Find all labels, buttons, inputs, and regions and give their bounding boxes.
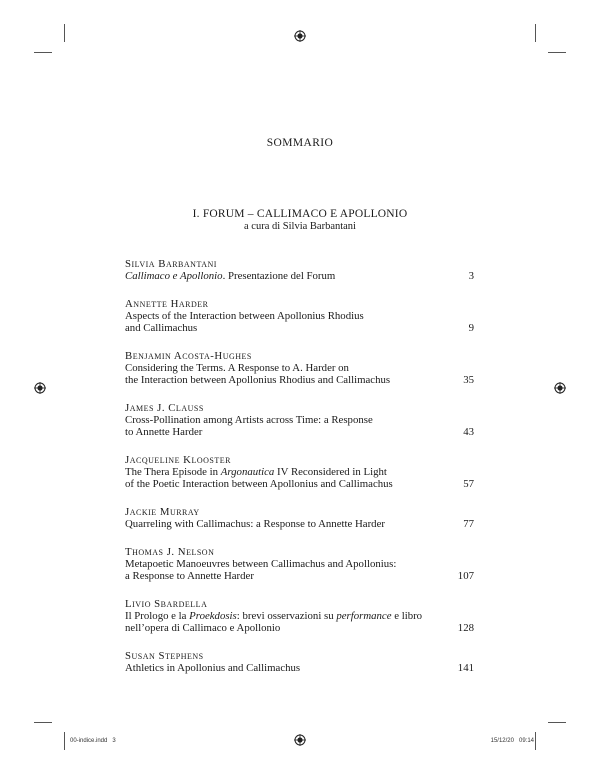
toc-entry — [125, 650, 474, 674]
entry-title-line: Metapoetic Manoeuvres between Callimachus and Apollonius: — [125, 558, 397, 570]
entry-page-number: 107 — [457, 570, 474, 582]
toc-entry — [125, 506, 474, 530]
entry-title-line: and Callimachus — [125, 322, 198, 334]
crop-mark — [535, 732, 536, 750]
entry-title-text: The Thera Episode in — [125, 466, 221, 478]
entry-page-number: 141 — [457, 662, 474, 674]
entry-author: Jacqueline Klooster — [125, 454, 231, 466]
entry-title-italic: Callimaco e Apollonio — [125, 270, 223, 282]
crop-mark — [535, 24, 536, 42]
entry-title-line — [125, 610, 434, 622]
entry-title-line: the Interaction between Apollonius Rhodius and Callimachus — [125, 374, 391, 386]
section-title: I. FORUM – CALLIMACO E APOLLONIO — [192, 208, 408, 220]
entry-author: Livio Sbardella — [125, 598, 208, 610]
entry-title — [125, 662, 474, 674]
toc-entry — [125, 454, 474, 490]
entry-author: Thomas J. Nelson — [125, 546, 215, 558]
entry-title-line: Cross-Pollination among Artists across Time: a Response — [125, 414, 373, 426]
registration-mark-icon — [294, 734, 306, 746]
entry-title — [125, 270, 474, 282]
entry-title-text: Il Prologo e la — [125, 610, 190, 622]
entry-title-line: nell’opera di Callimaco e Apollonio — [125, 622, 281, 634]
entry-author: Jackie Murray — [125, 506, 200, 518]
toc-list — [125, 258, 474, 690]
crop-mark — [548, 722, 566, 723]
entry-title-text: . Presentazione del Forum — [222, 270, 336, 282]
entry-title-line: of the Poetic Interaction between Apollonius and Callimachus — [125, 478, 393, 490]
entry-page-number: 3 — [468, 270, 474, 282]
entry-title-line: to Annette Harder — [125, 426, 203, 438]
entry-page-number: 9 — [468, 322, 474, 334]
entry-title-line: Aspects of the Interaction between Apollonius Rhodius — [125, 310, 364, 322]
entry-title — [125, 518, 474, 530]
entry-title-italic: performance — [336, 610, 392, 622]
crop-mark — [64, 24, 65, 42]
entry-title-italic: Proekdosis — [189, 610, 237, 622]
entry-page-number: 35 — [463, 374, 474, 386]
crop-mark — [64, 732, 65, 750]
entry-page-number: 77 — [463, 518, 474, 530]
entry-title — [125, 466, 474, 490]
crop-mark — [34, 722, 52, 723]
slug-filename: 00-indice.indd 3 — [70, 738, 116, 744]
entry-title — [125, 414, 474, 438]
slug-timestamp: 15/12/20 09:14 — [490, 738, 534, 744]
entry-author: Susan Stephens — [125, 650, 204, 662]
entry-title-line: Athletics in Apollonius and Callimachus — [125, 662, 301, 674]
page-title: SOMMARIO — [266, 137, 334, 149]
entry-title-text: e libro — [391, 610, 423, 622]
entry-author: Silvia Barbantani — [125, 258, 217, 270]
toc-entry — [125, 546, 474, 582]
toc-entry — [125, 402, 474, 438]
entry-page-number: 128 — [457, 622, 474, 634]
entry-author: James J. Clauss — [125, 402, 204, 414]
toc-entry — [125, 298, 474, 334]
crop-mark — [34, 52, 52, 53]
entry-title-line: Considering the Terms. A Response to A. Harder on — [125, 362, 349, 374]
entry-title — [125, 310, 474, 334]
entry-title-italic: Argonautica — [220, 466, 275, 478]
section-editor: a cura di Silvia Barbantani — [244, 221, 356, 232]
entry-title — [125, 558, 474, 582]
registration-mark-icon — [294, 30, 306, 42]
entry-page-number: 57 — [463, 478, 474, 490]
entry-page-number: 43 — [463, 426, 474, 438]
entry-title — [125, 362, 474, 386]
toc-entry — [125, 598, 474, 634]
entry-title-text: IV Reconsidered in Light — [274, 466, 387, 478]
registration-mark-icon — [554, 382, 566, 394]
entry-author: Benjamin Acosta-Hughes — [125, 350, 252, 362]
entry-title-line: Quarreling with Callimachus: a Response to Annette Harder — [125, 518, 385, 530]
toc-entry — [125, 258, 474, 282]
crop-mark — [548, 52, 566, 53]
registration-mark-icon — [34, 382, 46, 394]
entry-title-text: : brevi osservazioni su — [236, 610, 337, 622]
entry-title — [125, 610, 474, 634]
toc-entry — [125, 350, 474, 386]
entry-author: Annette Harder — [125, 298, 209, 310]
entry-title-line — [125, 466, 414, 478]
entry-title-line: a Response to Annette Harder — [125, 570, 254, 582]
